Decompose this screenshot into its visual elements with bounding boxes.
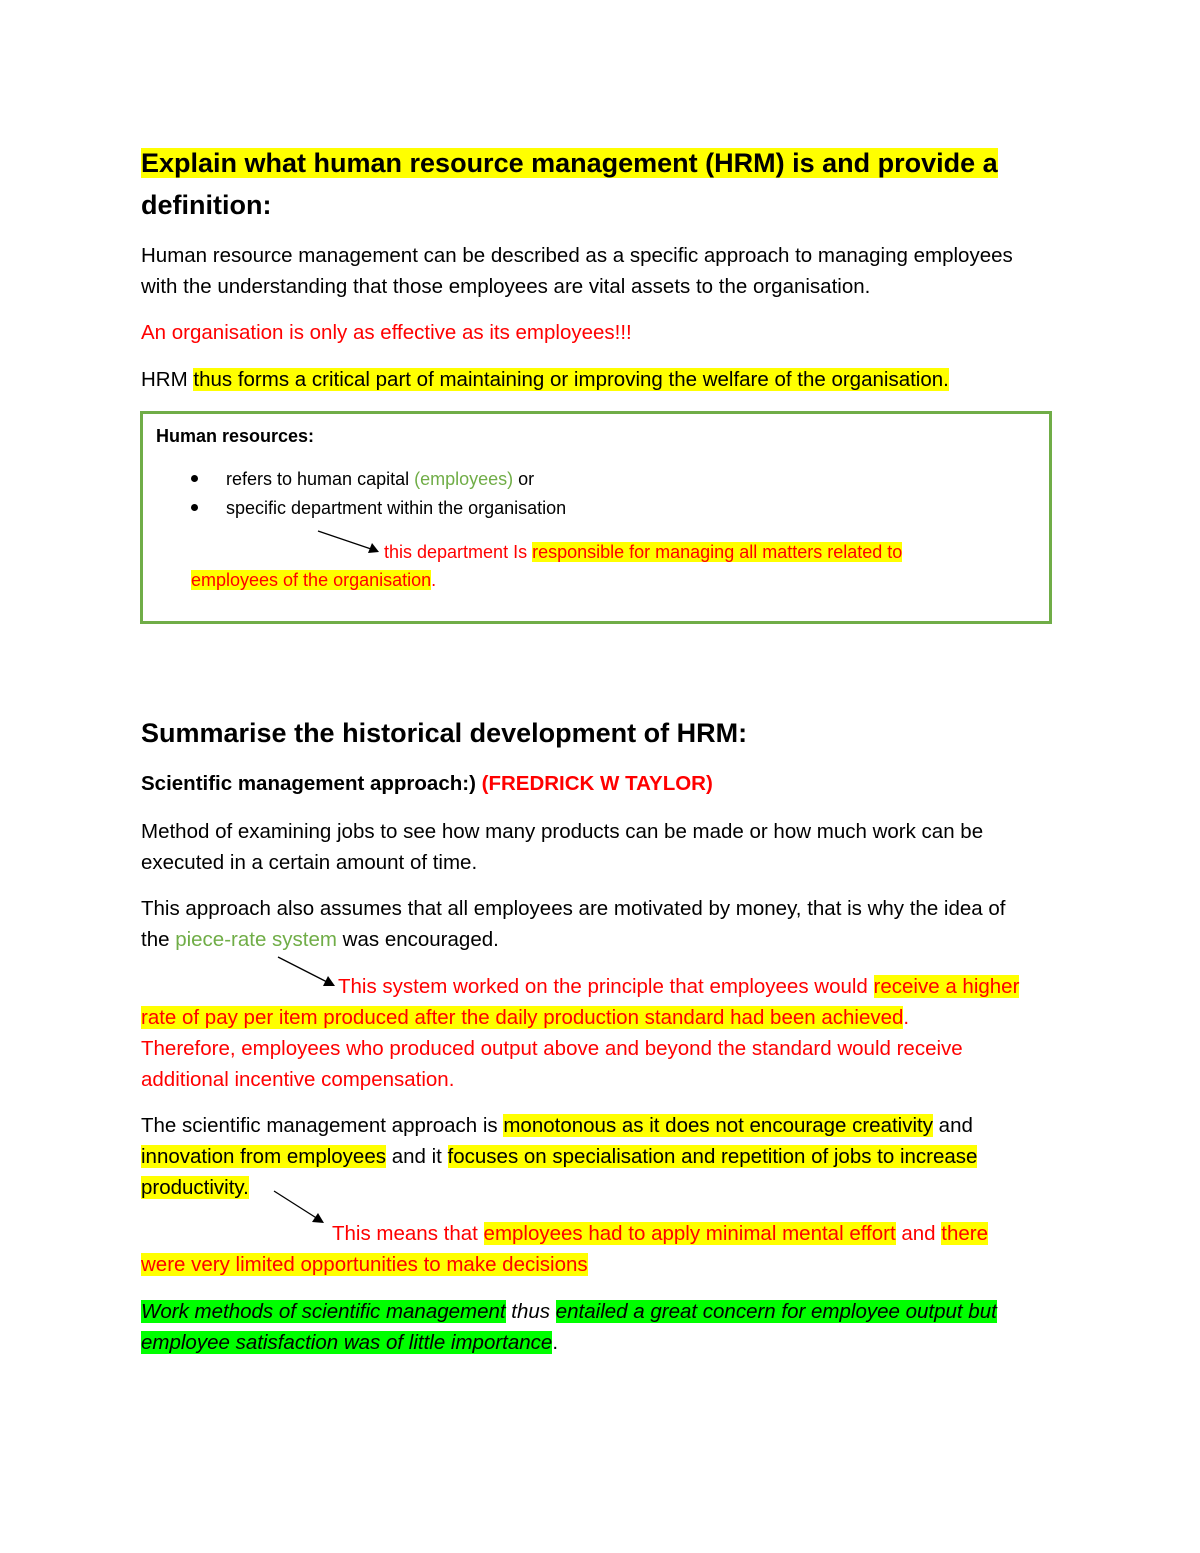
method-line2: executed in a certain amount of time.	[141, 851, 478, 874]
bullet-dot-2	[191, 504, 198, 511]
bullet-dot-1	[191, 475, 198, 482]
mono-b: and	[932, 1114, 973, 1137]
money-the: the	[141, 928, 176, 951]
emphasis-line: An organisation is only as effective as its employees!!!	[141, 321, 632, 344]
method-line1: Method of examining jobs to see how many products can be made or how much work can be	[141, 820, 984, 843]
definition-line1: Human resource management can be described as a specific approach to managing employees	[141, 244, 1013, 267]
conclusion-mid: thus	[505, 1300, 556, 1323]
mono-hl2: innovation from employees	[141, 1145, 386, 1168]
mono-a: The scientific management approach is	[141, 1114, 504, 1137]
definition-paragraph	[141, 240, 1066, 302]
pr-hl2: rate of pay per item produced after the daily production standard had been achieved	[141, 1006, 904, 1029]
money-rest: was encouraged.	[336, 928, 499, 951]
arrow-text-highlight: responsible for managing all matters related to	[532, 542, 903, 562]
box-bullet-2: specific department within the organisation	[226, 498, 567, 518]
mono-hl4: productivity.	[141, 1176, 249, 1199]
box-title: Human resources:	[156, 426, 315, 446]
section2-heading: Summarise the historical development of HRM:	[141, 718, 748, 748]
mono-hl3: focuses on specialisation and repetition of jobs to increase	[447, 1145, 978, 1168]
hrm-statement	[141, 364, 1066, 395]
heading-line1: Explain what human resource management (HRM) is and provide a	[141, 148, 998, 178]
bullet1-suffix: or	[513, 469, 535, 489]
heading-line2: definition:	[141, 190, 272, 220]
arrow-text-red: this department Is	[384, 542, 533, 562]
pr-hl1: receive a higher	[873, 975, 1020, 998]
box-bullet-1	[226, 465, 534, 493]
line2-dot: .	[431, 570, 437, 590]
money-line1: This approach also assumes that all employees are motivated by money, that is why the idea of	[141, 897, 1006, 920]
definition-line2: with the understanding that those employees are vital assets to the organisation.	[141, 275, 871, 298]
effort-red1: This means that	[332, 1222, 484, 1245]
hrm-prefix: HRM	[141, 368, 194, 391]
method-paragraph	[141, 816, 1066, 878]
conclusion-hl3: employee satisfaction was of little importance	[141, 1331, 553, 1354]
pr-line4: additional incentive compensation.	[141, 1068, 455, 1091]
piece-rate-explanation	[141, 971, 1066, 1095]
sub-heading-text: Scientific management approach:)	[141, 772, 476, 795]
minimal-effort-paragraph	[141, 1218, 1066, 1280]
box-arrow-text-line2	[191, 566, 436, 594]
conclusion-hl2: entailed a great concern for employee output but	[555, 1300, 997, 1323]
pr-line3: Therefore, employees who produced output above and beyond the standard would receive	[141, 1037, 963, 1060]
line2-highlight: employees of the organisation	[191, 570, 432, 590]
hrm-highlight: thus forms a critical part of maintaining or improving the welfare of the organisation.	[193, 368, 949, 391]
mono-c: and it	[386, 1145, 448, 1168]
conclusion-dot: .	[552, 1331, 559, 1354]
bullet1-green: (employees)	[414, 469, 514, 489]
mono-hl1: monotonous as it does not encourage creativity	[503, 1114, 933, 1137]
box-arrow-text	[384, 538, 902, 566]
pr-red1: This system worked on the principle that employees would	[338, 975, 874, 998]
effort-red2: and	[895, 1222, 942, 1245]
conclusion-hl1: Work methods of scientific management	[141, 1300, 506, 1323]
sub-heading-author: (FREDRICK W TAYLOR)	[475, 772, 713, 795]
arrow-icon	[316, 527, 382, 553]
bullet1-prefix: refers to human capital	[226, 469, 415, 489]
human-resources-box	[140, 411, 1052, 624]
money-paragraph	[141, 893, 1066, 955]
piece-rate-term: piece-rate system	[175, 928, 337, 951]
effort-hl2: there	[941, 1222, 989, 1245]
sub-heading	[141, 768, 1066, 799]
section1-heading	[141, 142, 1066, 226]
effort-hl1: employees had to apply minimal mental effort	[483, 1222, 896, 1245]
pr-dot: .	[903, 1006, 910, 1029]
conclusion-paragraph	[141, 1296, 1066, 1358]
effort-hl3: were very limited opportunities to make decisions	[141, 1253, 588, 1276]
